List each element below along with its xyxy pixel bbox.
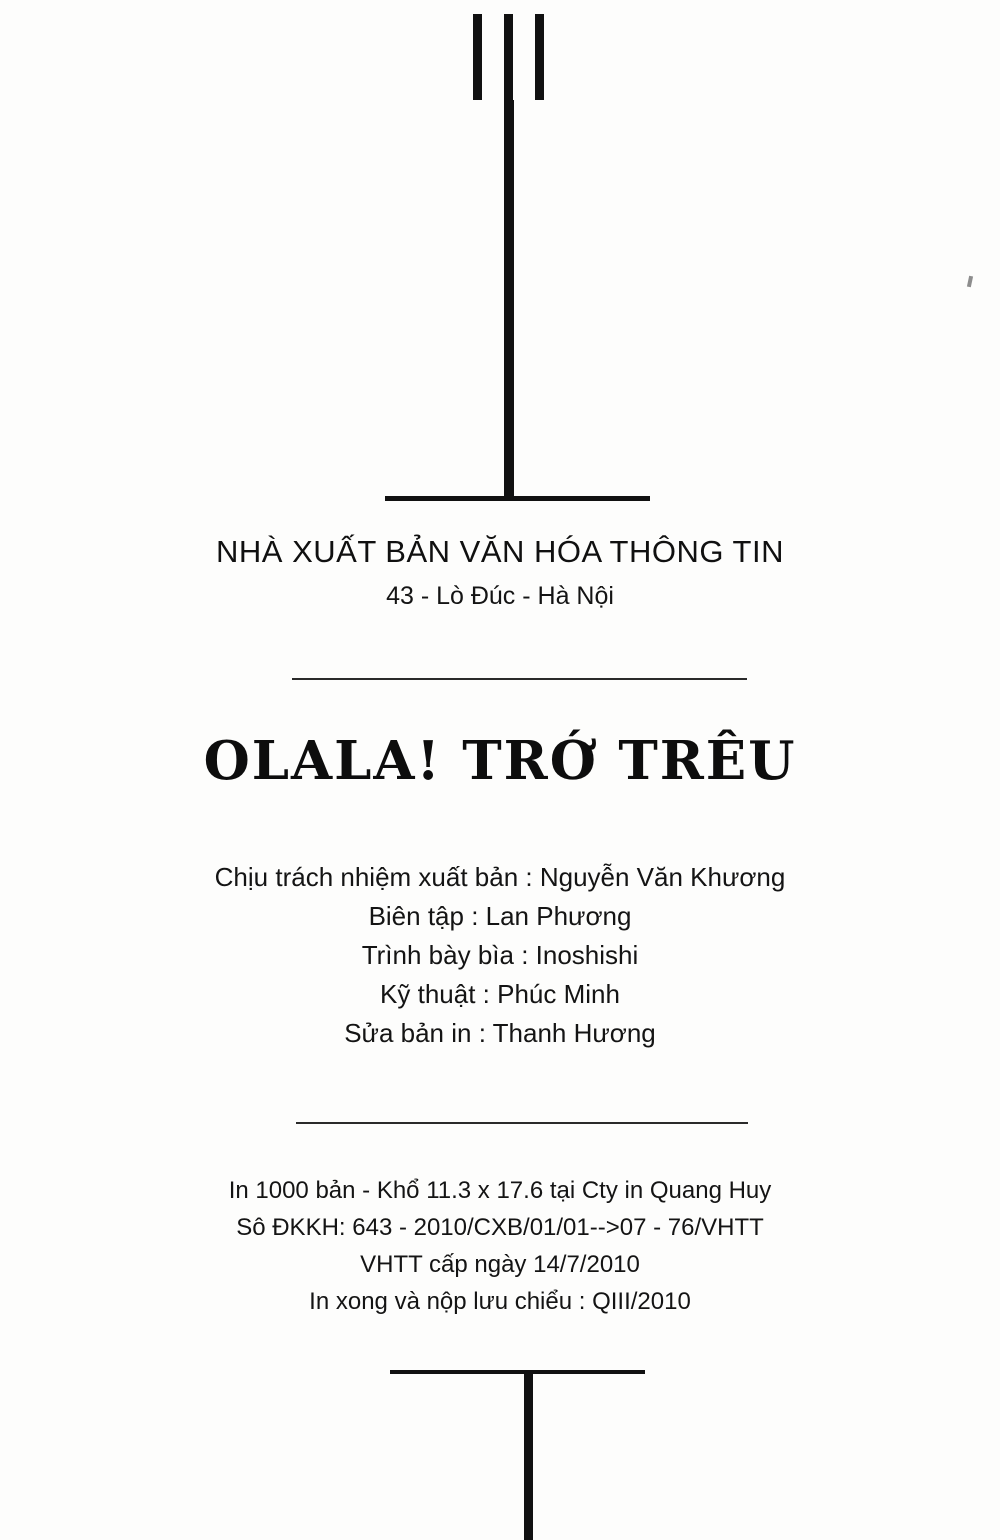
colophon-line: VHTT cấp ngày 14/7/2010 [360,1251,640,1278]
logo-tick-middle-icon [504,14,513,100]
work-title: OLALA! TRỚ TRÊU [203,730,797,792]
logo-stem-icon [504,100,514,500]
colophon-block [0,1172,1000,1320]
colophon-line: In xong và nộp lưu chiểu : QIII/2010 [309,1288,691,1315]
credit-line: Trình bày bìa : Inoshishi [361,940,639,970]
bottom-logo-mark [0,1370,1000,1540]
publisher-logo-mark [0,0,1000,510]
publisher-name: NHÀ XUẤT BẢN VĂN HÓA THÔNG TIN [216,534,784,569]
logo-baseline-icon [385,496,650,501]
bottom-baseline-icon [390,1370,645,1374]
logo-tick-left-icon [473,14,482,100]
colophon-line: In 1000 bản - Khổ 11.3 x 17.6 tại Cty in Quang Huy [228,1177,772,1204]
publisher-block [0,534,1000,611]
bottom-stem-icon [524,1370,533,1540]
divider-top [292,678,747,680]
publisher-address: 43 - Lò Đúc - Hà Nội [386,582,614,610]
credit-line: Kỹ thuật : Phúc Minh [380,979,620,1009]
divider-bottom [296,1122,748,1124]
credit-line: Biên tập : Lan Phương [368,901,632,931]
credits-block [0,858,1000,1053]
credit-line: Chịu trách nhiệm xuất bản : Nguyễn Văn Khương [214,862,786,892]
credit-line: Sửa bản in : Thanh Hương [344,1018,656,1048]
logo-tick-right-icon [535,14,544,100]
colophon-line: Sô ĐKKH: 643 - 2010/CXB/01/01-->07 - 76/VHTT [236,1214,764,1241]
